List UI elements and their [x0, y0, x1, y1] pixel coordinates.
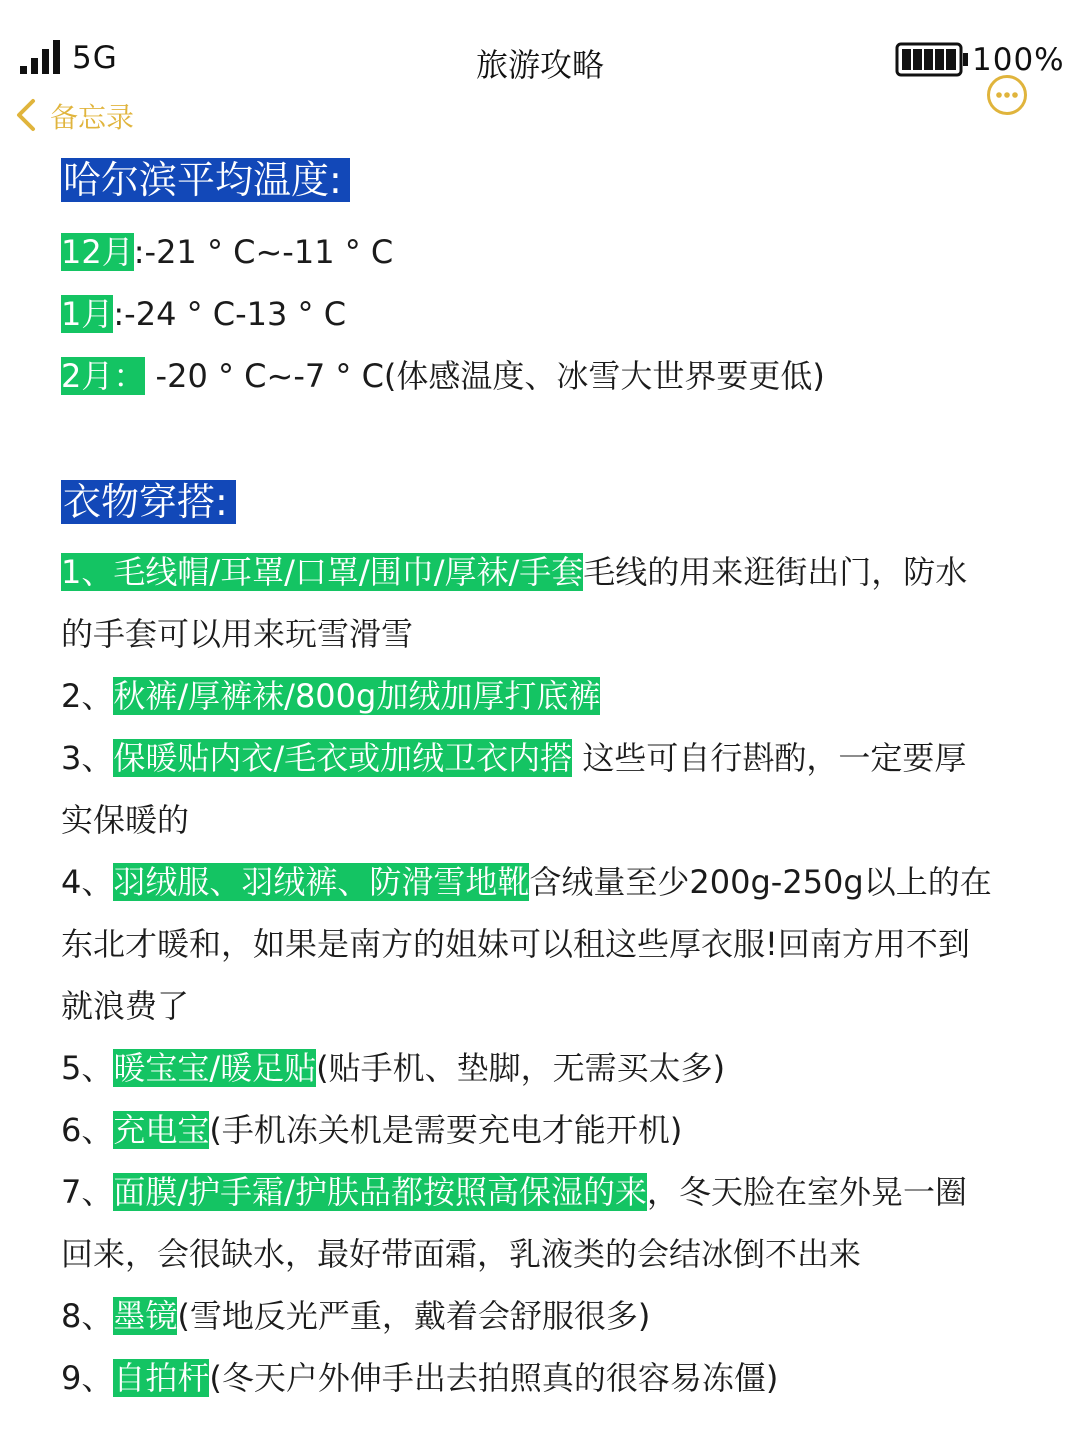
list-item-continuation: [61, 1230, 861, 1278]
item-highlight: 羽绒服、羽绒裤、防滑雪地靴: [113, 863, 530, 901]
more-icon[interactable]: [986, 74, 1028, 116]
network-label: 5G: [72, 40, 118, 76]
temperature-row: [61, 352, 825, 400]
item-highlight: 1、毛线帽/耳罩/口罩/围巾/厚袜/手套: [61, 553, 584, 591]
battery-icon: [895, 42, 971, 78]
item-highlight: 墨镜: [113, 1297, 178, 1335]
item-number: 6、: [61, 1111, 114, 1149]
item-number: 4、: [61, 863, 114, 901]
month-label: 2月：: [61, 357, 146, 395]
page-title: 旅游攻略: [475, 46, 604, 84]
chevron-left-icon[interactable]: [14, 98, 38, 132]
temperature-row: [61, 228, 393, 276]
item-text: 的手套可以用来玩雪滑雪: [61, 615, 414, 653]
item-text: ，冬天脸在室外晃一圈: [646, 1173, 967, 1211]
item-highlight: 面膜/护手霜/护肤品都按照高保湿的来: [113, 1173, 647, 1211]
temperature-value: :-21 ° C~-11 ° C: [133, 233, 394, 271]
item-number: 9、: [61, 1359, 114, 1397]
item-text: 这些可自行斟酌，一定要厚: [572, 739, 967, 777]
month-label: 1月: [61, 295, 114, 333]
item-number: 7、: [61, 1173, 114, 1211]
list-item: [61, 1044, 725, 1092]
temperature-value: :-24 ° C-13 ° C: [113, 295, 347, 333]
list-item: [61, 734, 966, 782]
list-item-continuation: [61, 982, 189, 1030]
list-item: [61, 1354, 778, 1402]
heading-text: 哈尔滨平均温度:: [61, 158, 350, 202]
list-item: [61, 1168, 967, 1216]
item-text: (冬天户外伸手出去拍照真的很容易冻僵): [209, 1359, 779, 1397]
item-text: 含绒量至少200g-250g以上的在: [529, 863, 992, 901]
item-highlight: 保暖贴内衣/毛衣或加绒卫衣内搭: [113, 739, 573, 777]
list-item-continuation: [61, 796, 189, 844]
month-label: 12月: [61, 233, 134, 271]
section-heading-temperature: [61, 156, 350, 206]
list-item: [61, 548, 967, 596]
list-item-continuation: [61, 920, 970, 968]
item-text: (贴手机、垫脚，无需买太多): [316, 1049, 726, 1087]
list-item: [61, 1106, 682, 1154]
temperature-row: [61, 290, 346, 338]
item-text: (雪地反光严重，戴着会舒服很多): [177, 1297, 651, 1335]
list-item: [61, 672, 600, 720]
item-highlight: 自拍杆: [113, 1359, 210, 1397]
nav-bar: [0, 90, 1080, 140]
item-text: 就浪费了: [61, 987, 190, 1025]
item-highlight: 暖宝宝/暖足贴: [113, 1049, 317, 1087]
back-button[interactable]: 备忘录: [50, 101, 135, 134]
section-heading-clothing: [61, 478, 236, 528]
item-text: 毛线的用来逛街出门，防水: [583, 553, 968, 591]
item-text: (手机冻关机是需要充电才能开机): [209, 1111, 683, 1149]
item-number: 8、: [61, 1297, 114, 1335]
item-highlight: 秋裤/厚裤袜/800g加绒加厚打底裤: [113, 677, 601, 715]
status-bar: [0, 0, 1080, 100]
item-text: 东北才暖和，如果是南方的姐妹可以租这些厚衣服!回南方用不到: [61, 925, 970, 963]
item-number: 5、: [61, 1049, 114, 1087]
item-number: 2、: [61, 677, 114, 715]
item-text: 回来，会很缺水，最好带面霜，乳液类的会结冰倒不出来: [61, 1235, 862, 1273]
temperature-value: -20 ° C~-7 ° C(体感温度、冰雪大世界要更低): [145, 357, 825, 395]
item-highlight: 充电宝: [113, 1111, 210, 1149]
heading-text: 衣物穿搭:: [61, 480, 236, 524]
list-item: [61, 1292, 650, 1340]
item-text: 实保暖的: [61, 801, 190, 839]
battery-percentage: 100%: [972, 42, 1065, 78]
list-item: [61, 858, 992, 906]
item-number: 3、: [61, 739, 114, 777]
list-item-continuation: [61, 610, 413, 658]
